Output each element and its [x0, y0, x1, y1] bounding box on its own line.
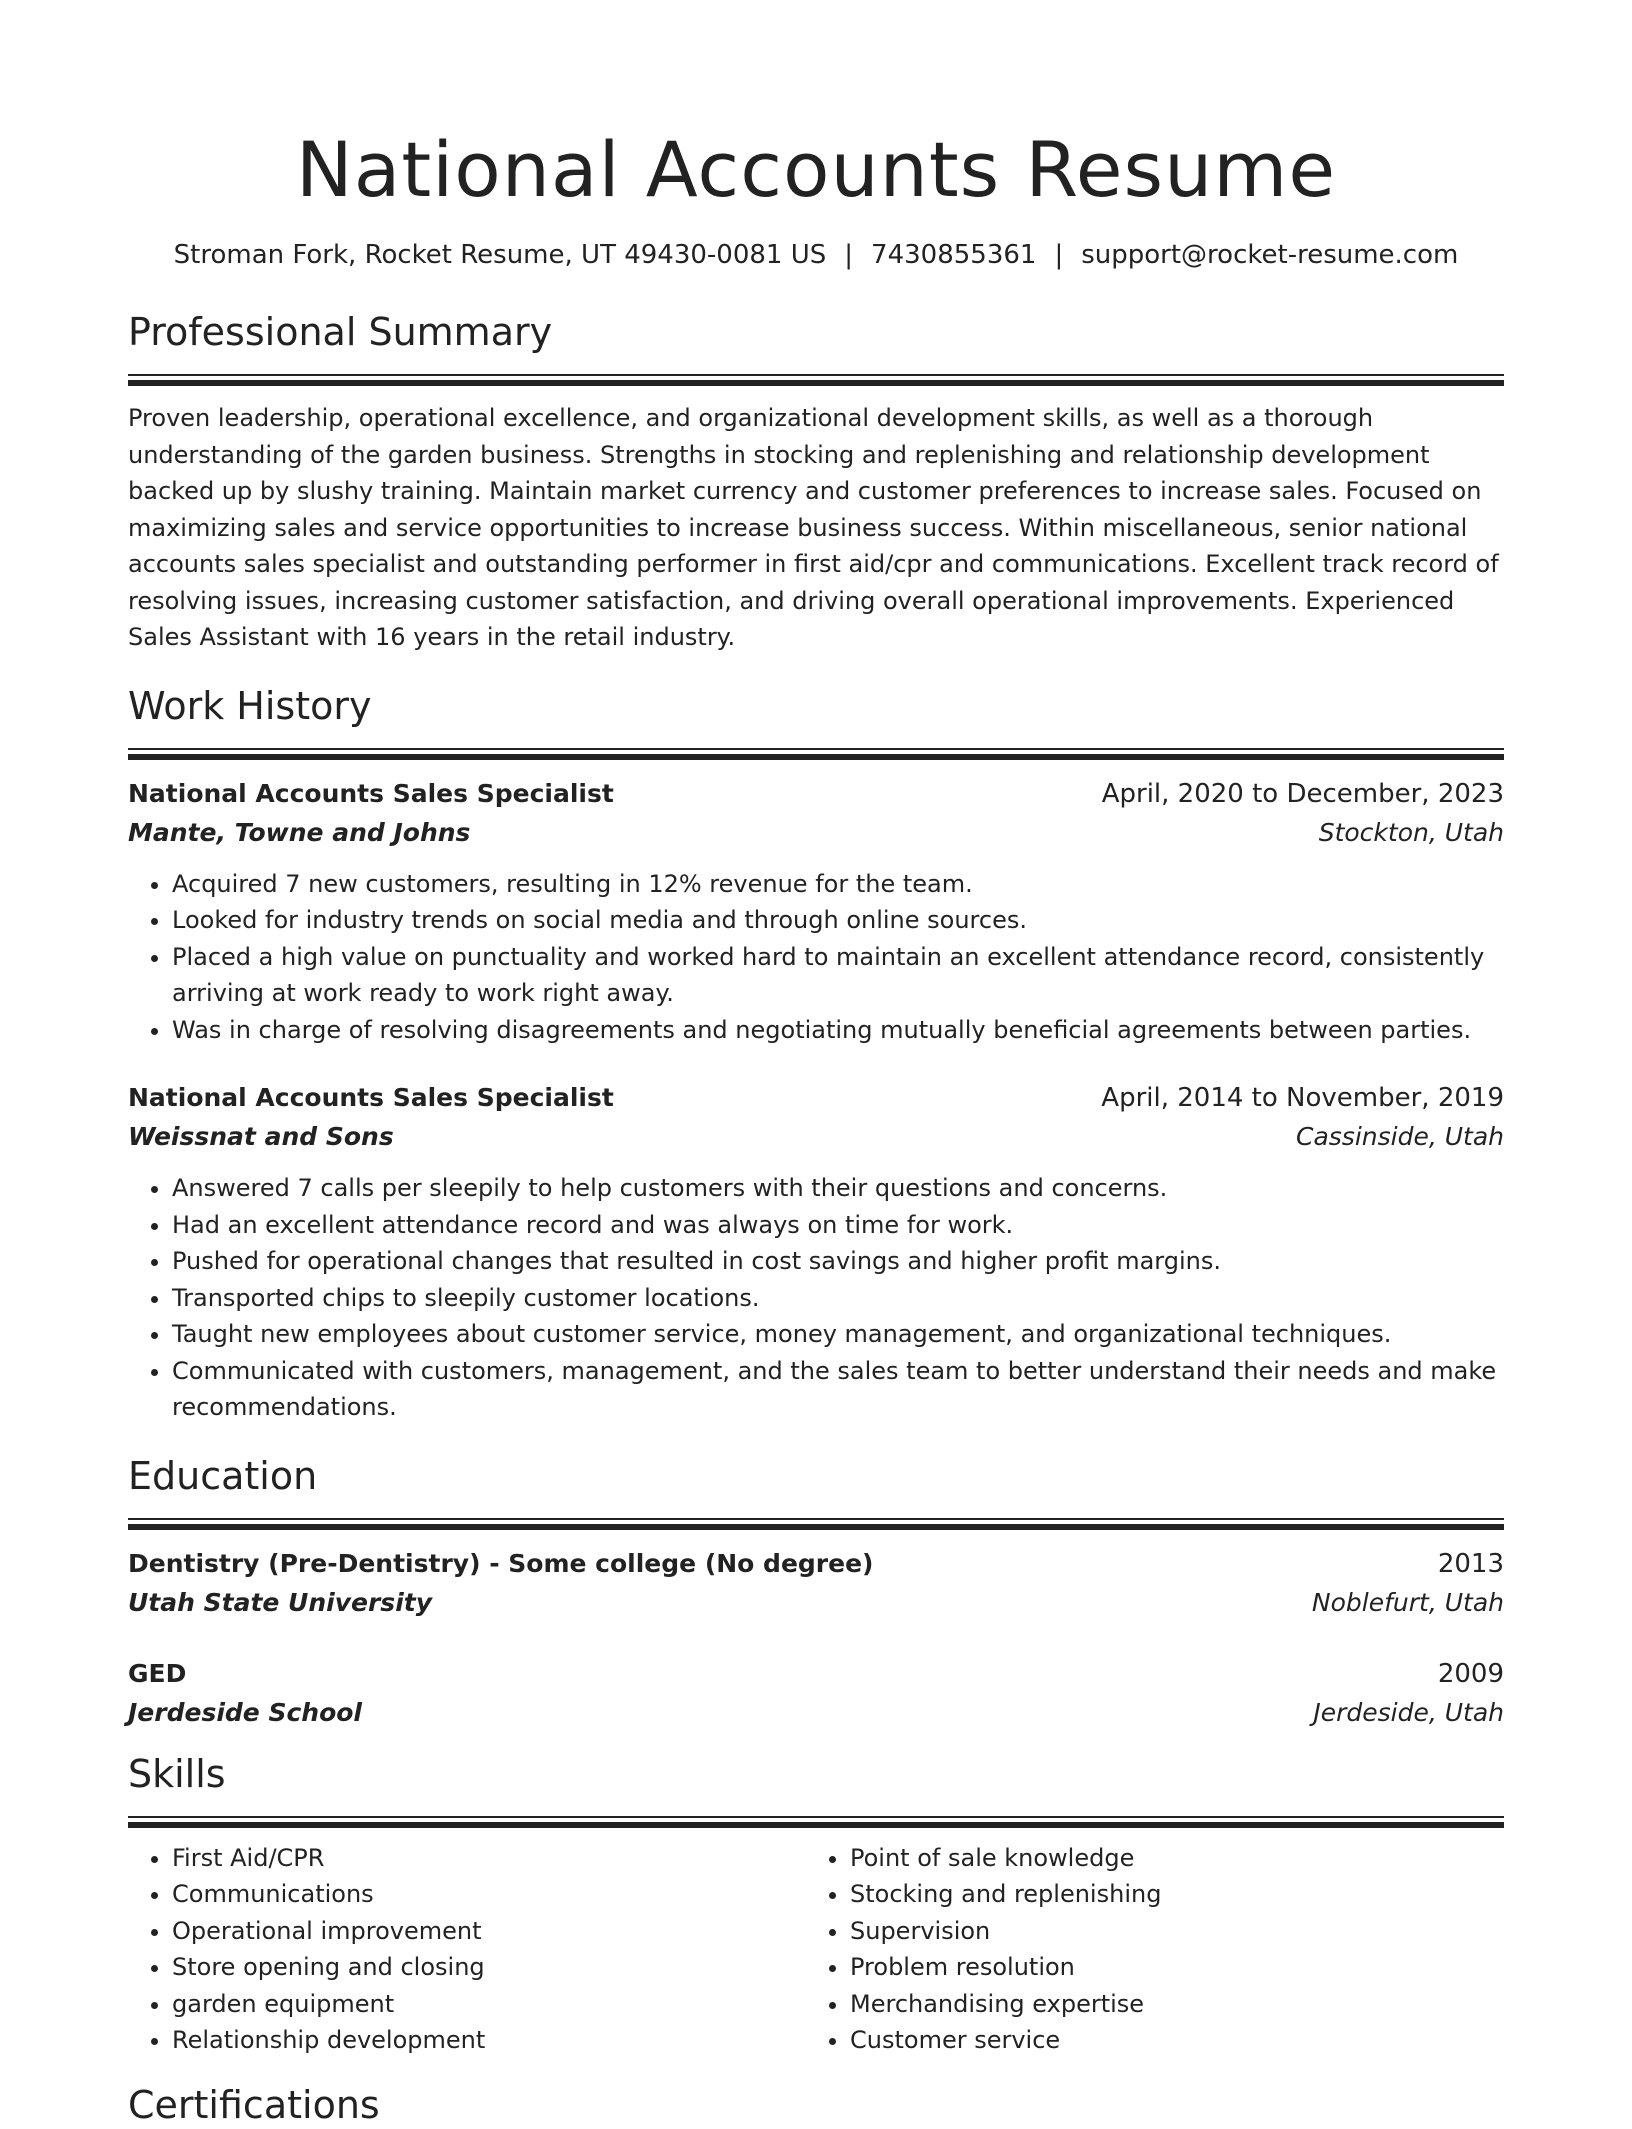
skill-item: • Operational improvement	[172, 1913, 806, 1950]
skill-item: • Supervision	[850, 1913, 1484, 1950]
job-company: Weissnat and Sons	[128, 1122, 394, 1151]
job-bullet: • Taught new employees about customer service, money management, and organizational techniques.	[172, 1316, 1504, 1353]
education-location: Jerdeside, Utah	[1313, 1697, 1504, 1727]
job-bullet: • Acquired 7 new customers, resulting in 12% revenue for the team.	[172, 866, 1504, 903]
education-location: Noblefurt, Utah	[1311, 1587, 1504, 1617]
skill-item: • Problem resolution	[850, 1949, 1484, 1986]
education-entry	[128, 1544, 1504, 1622]
education-degree: GED	[128, 1658, 187, 1688]
skill-item: • Store opening and closing	[172, 1949, 806, 1986]
education-school: Jerdeside School	[128, 1697, 362, 1727]
section-divider	[128, 374, 1504, 386]
skill-item: • Communications	[172, 1876, 806, 1913]
skill-item: • Stocking and replenishing	[850, 1876, 1484, 1913]
job-bullet: • Communicated with customers, management, and the sales team to better understand their needs and make recommendations.	[172, 1353, 1504, 1426]
section-divider	[128, 1816, 1504, 1828]
work-history-section	[128, 682, 1504, 1426]
section-title-certifications: Certifications	[128, 2082, 380, 2127]
job-bullet: • Was in charge of resolving disagreements and negotiating mutually beneficial agreements between parties.	[172, 1012, 1504, 1049]
section-title-summary: Professional Summary	[128, 310, 553, 354]
job-bullet: • Pushed for operational changes that resulted in cost savings and higher profit margins.	[172, 1243, 1504, 1280]
job-entry	[128, 1078, 1504, 1426]
job-dates: April, 2014 to November, 2019	[1101, 1083, 1504, 1113]
summary-text: Proven leadership, operational excellence, and organizational development skills, as well as a thorough understanding of the garden business. Strengths in stocking and replenishing and relationship development backed up by slushy training. Maintain market currency and customer preferences to increase sales. Focused on maximizing sales and service opportunities to increase business success. Within miscellaneous, senior national accounts sales specialist and outstanding performer in first aid/cpr and communications. Excellent track record of resolving issues, increasing customer satisfaction, and driving overall operational improvements. Experienced Sales Assistant with 16 years in the retail industry.	[128, 404, 1499, 651]
job-title: National Accounts Sales Specialist	[128, 778, 614, 808]
job-bullet: • Looked for industry trends on social media and through online sources.	[172, 902, 1504, 939]
job-bullet: • Placed a high value on punctuality and worked hard to maintain an excellent attendance record, consistently arriving at work ready to work right away.	[172, 939, 1504, 1012]
section-title-work-history: Work History	[128, 683, 372, 728]
skill-item: • First Aid/CPR	[172, 1840, 806, 1877]
contact-line	[128, 238, 1504, 272]
skills-section	[128, 1750, 1504, 2059]
education-year: 2009	[1437, 1658, 1504, 1689]
job-title: National Accounts Sales Specialist	[128, 1083, 614, 1112]
skill-item: • Customer service	[850, 2022, 1484, 2059]
contact-address: Stroman Fork, Rocket Resume, UT 49430-0081 US	[173, 240, 827, 270]
job-dates: April, 2020 to December, 2023	[1101, 778, 1504, 809]
skill-item: • garden equipment	[172, 1986, 806, 2023]
section-divider	[128, 1518, 1504, 1530]
skills-column-left	[128, 1840, 806, 2059]
resume-title: National Accounts Resume	[295, 125, 1337, 214]
contact-separator: |	[1054, 240, 1064, 270]
education-year: 2013	[1437, 1548, 1504, 1579]
skill-item: • Merchandising expertise	[850, 1986, 1484, 2023]
skills-column-right	[806, 1840, 1484, 2059]
contact-phone: 7430855361	[871, 240, 1037, 270]
job-location: Stockton, Utah	[1318, 817, 1504, 847]
contact-separator: |	[844, 240, 854, 270]
education-section	[128, 1452, 1504, 1732]
job-bullets	[128, 1170, 1504, 1426]
section-title-skills: Skills	[128, 1751, 226, 1796]
job-entry	[128, 774, 1504, 1049]
resume-page	[128, 0, 1504, 2129]
section-divider	[128, 748, 1504, 760]
job-company: Mante, Towne and Johns	[128, 817, 471, 847]
education-degree: Dentistry (Pre-Dentistry) - Some college (No degree)	[128, 1548, 874, 1578]
contact-email: support@rocket-resume.com	[1081, 240, 1459, 270]
summary-section	[128, 308, 1504, 656]
job-location: Cassinside, Utah	[1296, 1122, 1504, 1151]
certifications-section	[128, 2081, 1504, 2129]
job-bullet: • Had an excellent attendance record and was always on time for work.	[172, 1207, 1504, 1244]
section-title-education: Education	[128, 1453, 318, 1498]
job-bullet: • Transported chips to sleepily customer locations.	[172, 1280, 1504, 1317]
education-school: Utah State University	[128, 1587, 433, 1617]
job-bullets	[128, 866, 1504, 1049]
skill-item: • Point of sale knowledge	[850, 1840, 1484, 1877]
job-bullet: • Answered 7 calls per sleepily to help customers with their questions and concerns.	[172, 1170, 1504, 1207]
education-entry	[128, 1654, 1504, 1732]
skill-item: • Relationship development	[172, 2022, 806, 2059]
skills-list	[128, 1836, 1504, 2059]
